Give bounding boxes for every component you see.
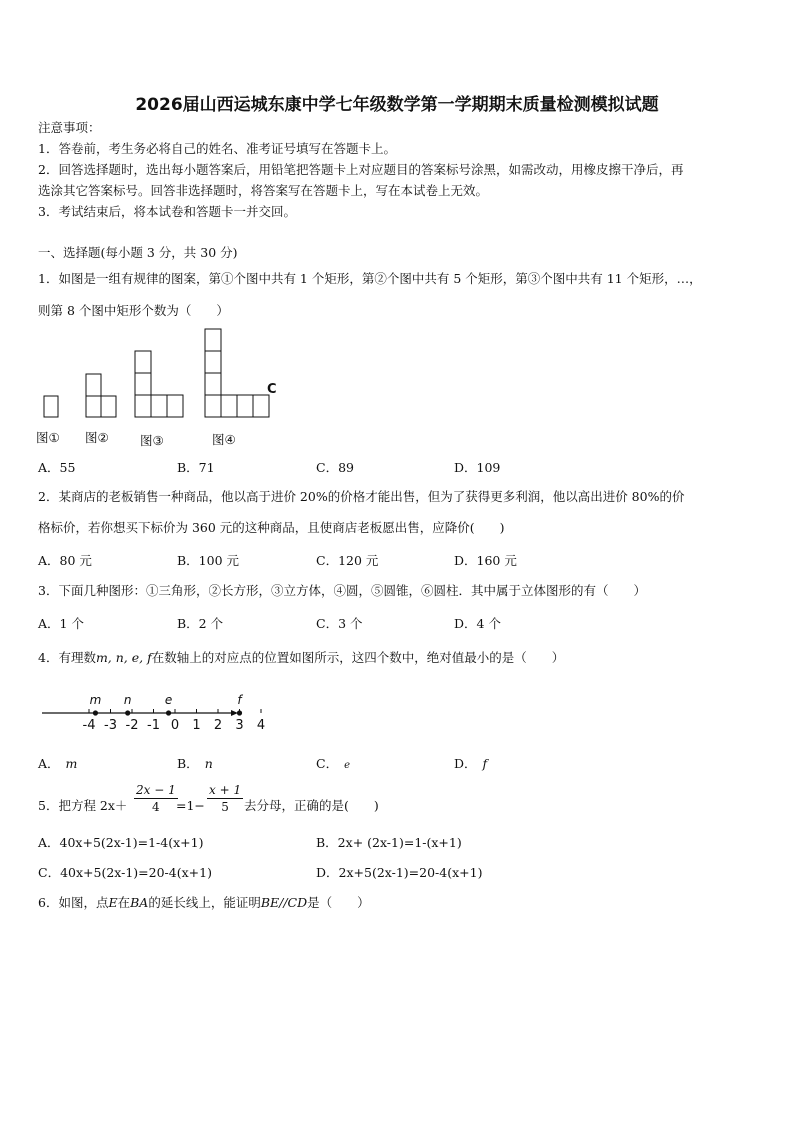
q6-stem [38, 895, 370, 911]
q5-suffix: 去分母，正确的是( ) [244, 798, 379, 813]
point-label: f [237, 693, 242, 707]
fig4-cell [205, 373, 221, 395]
q2-stem: 2．某商店的老板销售一种商品，他以高于进价 20%的价格才能出售，但为了获得更多利润，他以高出进价 80%的价 [38, 489, 685, 504]
point-m [93, 710, 98, 715]
axis-tick-label: -4 [82, 718, 96, 733]
fraction-denominator: 5 [221, 800, 229, 814]
fig-label: 图③ [140, 433, 164, 448]
option-letter: C． [316, 756, 339, 771]
q6-var: BA [130, 895, 149, 910]
fig-label: 图① [36, 430, 60, 445]
q6-var: BE//CD [260, 895, 308, 910]
axis-tick-label: -2 [125, 718, 139, 733]
q1-option-a: A．55 [38, 460, 76, 475]
q4-option-c [316, 754, 350, 772]
q3-stem: 3．下面几种图形：①三角形，②长方形，③立方体，④圆，⑤圆锥，⑥圆柱．其中属于立体图形的有（ ） [38, 583, 646, 598]
q2-option-c: C．120 元 [316, 553, 379, 568]
notice-heading: 注意事项： [38, 120, 101, 135]
q5-prefix: 5．把方程 2x＋ [38, 798, 128, 813]
fig4-cell [205, 395, 221, 417]
fig3-cell [167, 395, 183, 417]
q5-fraction-2 [207, 782, 243, 815]
notice-item: 选涂其它答案标号。回答非选择题时，将答案写在答题卡上，写在本试卷上无效。 [38, 183, 489, 198]
option-var: n [204, 756, 213, 771]
q1-option-c: C．89 [316, 460, 354, 475]
fig4-cell [237, 395, 253, 417]
fig-label: 图② [85, 430, 109, 445]
fig4-cell [221, 395, 237, 417]
q2-option-b: B．100 元 [177, 553, 240, 568]
fig4-cell [253, 395, 269, 417]
fig-mark: C [267, 382, 277, 397]
q3-option-b: B．2 个 [177, 616, 224, 631]
option-var: f [482, 756, 488, 771]
point-label: n [123, 693, 132, 707]
point-n [125, 710, 130, 715]
axis-tick-label: -1 [147, 718, 160, 733]
notice-item: 2．回答选择题时，选出每小题答案后，用铅笔把答题卡上对应题目的答案标号涂黑，如需改动，用橡皮擦干净后，再 [38, 162, 684, 177]
q6-text: 6．如图，点 [38, 895, 109, 910]
notice-item: 3．考试结束后，将本试卷和答题卡一并交回。 [38, 204, 296, 219]
q3-option-c: C．3 个 [316, 616, 363, 631]
option-letter: B． [177, 756, 199, 771]
option-var: m [65, 756, 78, 771]
q2-option-a: A．80 元 [38, 553, 92, 568]
q1-option-d: D．109 [454, 460, 501, 475]
q6-text: 在 [117, 895, 131, 910]
fig2-cell [86, 396, 101, 417]
fig3-cell [135, 395, 151, 417]
option-letter: A． [38, 756, 60, 771]
fig1-rect [44, 396, 58, 417]
q5-mid: =1− [176, 798, 205, 813]
axis-tick-label: 1 [192, 718, 201, 733]
q1-stem-cont: 则第 8 个图中矩形个数为（ ） [38, 303, 229, 318]
section-heading: 一、选择题(每小题 3 分，共 30 分) [38, 245, 238, 260]
q3-option-a: A．1 个 [38, 616, 84, 631]
q1-option-b: B．71 [177, 460, 215, 475]
point-label: e [164, 693, 173, 707]
q5-option-b: B．2x+ (2x-1)=1-(x+1) [316, 835, 462, 850]
q4-vars: m, n, e, f [95, 650, 152, 665]
q5-option-d: D．2x+5(2x-1)=20-4(x+1) [316, 865, 483, 880]
q4-suffix: 在数轴上的对应点的位置如图所示，这四个数中，绝对值最小的是（ ） [151, 650, 565, 665]
point-e [166, 710, 171, 715]
q1-stem: 1．如图是一组有规律的图案，第①个图中共有 1 个矩形，第②个图中共有 5 个矩形，第③个图中共有 11 个矩形，…， [38, 271, 702, 286]
axis-tick-label: 0 [170, 718, 180, 733]
fig3-cell [135, 351, 151, 373]
q4-prefix: 4．有理数 [38, 650, 96, 665]
option-var: e [344, 760, 350, 771]
point-label: m [89, 693, 102, 707]
q6-var: E [108, 895, 118, 910]
axis-tick-label: 2 [213, 718, 223, 733]
q6-text: 的延长线上，能证明 [148, 895, 261, 910]
axis-tick-label: 3 [235, 718, 244, 733]
axis-tick-label: -3 [104, 718, 117, 733]
notice-item: 1．答卷前，考生务必将自己的姓名、准考证号填写在答题卡上。 [38, 141, 396, 156]
page-title: 2026届山西运城东康中学七年级数学第一学期期末质量检测模拟试题 [135, 95, 659, 115]
q2-option-d: D．160 元 [454, 553, 517, 568]
fig4-cell [205, 329, 221, 351]
fraction-numerator: x + 1 [209, 783, 242, 797]
fig4-cell [205, 351, 221, 373]
fig-label: 图④ [212, 432, 236, 447]
q4-stem [38, 650, 564, 666]
q5-option-c: C．40x+5(2x-1)=20-4(x+1) [38, 865, 212, 880]
fraction-denominator: 4 [152, 800, 160, 814]
fig3-cell [151, 395, 167, 417]
number-line-figure [38, 686, 266, 736]
q6-text: 是（ ） [307, 895, 370, 910]
fig3-cell [135, 373, 151, 395]
q2-stem-cont: 格标价，若你想买下标价为 360 元的这种商品，且使商店老板愿出售，应降价( ) [38, 520, 505, 535]
q5-fraction-1 [134, 782, 178, 815]
fig2-cell [86, 374, 101, 396]
q4-option-a [38, 754, 77, 772]
option-letter: D． [454, 756, 477, 771]
q5-option-a: A．40x+5(2x-1)=1-4(x+1) [38, 835, 204, 850]
point-f [237, 710, 242, 715]
fig2-cell [101, 396, 116, 417]
q4-option-b [177, 754, 213, 772]
q4-option-d [454, 754, 487, 772]
fraction-numerator: 2x − 1 [136, 783, 176, 797]
axis-tick-label: 4 [256, 718, 266, 733]
q3-option-d: D．4 个 [454, 616, 501, 631]
q1-pattern-figure [30, 324, 300, 452]
